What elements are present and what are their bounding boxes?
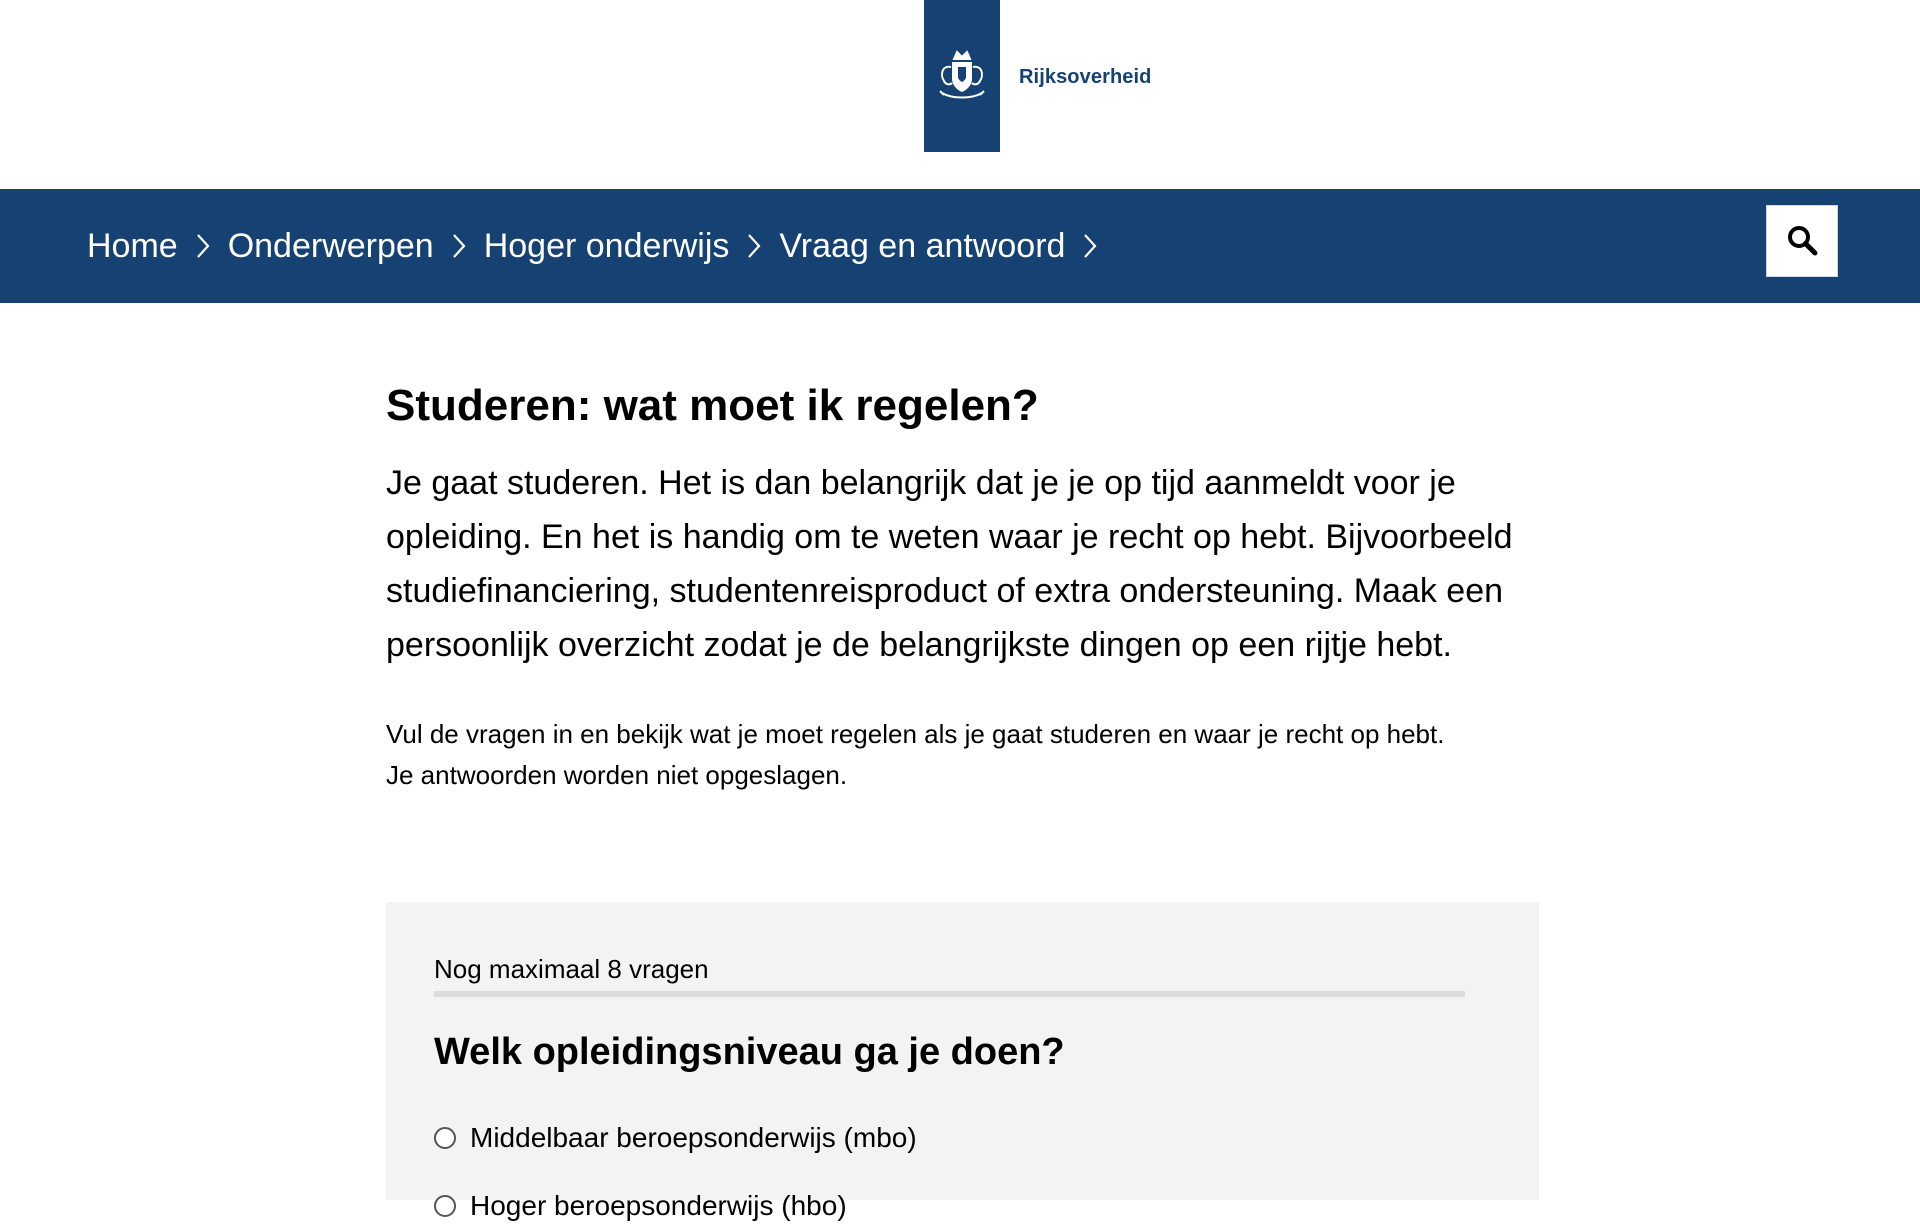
instruction-text [386, 714, 1539, 796]
radio-button-hbo[interactable] [434, 1195, 456, 1217]
logo-text: Rijksoverheid [1019, 65, 1152, 88]
site-logo[interactable] [924, 0, 1151, 152]
question-title: Welk opleidingsniveau ga je doen? [434, 1031, 1065, 1073]
site-header [0, 0, 1920, 190]
search-icon [1786, 224, 1818, 259]
option-mbo[interactable] [434, 1120, 917, 1156]
chevron-right-icon [434, 226, 484, 266]
breadcrumb-link-hoger-onderwijs[interactable]: Hoger onderwijs [483, 227, 730, 265]
progress-bar [434, 991, 1465, 997]
option-label-mbo: Middelbaar beroepsonderwijs (mbo) [470, 1122, 917, 1153]
page-title: Studeren: wat moet ik regelen? [386, 381, 1039, 430]
chevron-right-icon [178, 226, 228, 266]
instruction-line-1: Vul de vragen in en bekijk wat je moet regelen als je gaat studeren en waar je recht op hebt. [386, 719, 1445, 749]
progress-text: Nog maximaal 8 vragen [434, 954, 709, 984]
breadcrumb-item-hoger-onderwijs [484, 226, 780, 266]
question-panel [386, 902, 1539, 1221]
intro-text: Je gaat studeren. Het is dan belangrijk dat je je op tijd aanmeldt voor je opleiding. En het is handig om te weten waar je recht op hebt. Bijvoorbeeld studiefinanciering, studentenreisproduct of extra ondersteuning. Maak een persoonlijk overzicht zodat je de belangrijkste dingen op een rijtje hebt. [386, 464, 1513, 664]
option-hbo[interactable] [434, 1188, 847, 1224]
radio-button-mbo[interactable] [434, 1127, 456, 1149]
search-button[interactable] [1766, 205, 1838, 277]
breadcrumb-bar [0, 189, 1920, 303]
chevron-right-icon [729, 226, 779, 266]
breadcrumb-link-onderwerpen[interactable]: Onderwerpen [227, 227, 434, 265]
breadcrumb [87, 189, 1115, 303]
main-content [386, 303, 1539, 796]
option-label-hbo: Hoger beroepsonderwijs (hbo) [470, 1190, 847, 1221]
breadcrumb-link-home[interactable]: Home [87, 227, 178, 265]
chevron-right-icon [1065, 226, 1115, 266]
breadcrumb-link-vraag-en-antwoord[interactable]: Vraag en antwoord [779, 227, 1066, 265]
breadcrumb-item-vraag-en-antwoord [779, 226, 1115, 266]
breadcrumb-item-home [87, 226, 228, 266]
instruction-line-2: Je antwoorden worden niet opgeslagen. [386, 760, 848, 790]
breadcrumb-item-onderwerpen [228, 226, 484, 266]
coat-of-arms-icon [924, 0, 1000, 152]
